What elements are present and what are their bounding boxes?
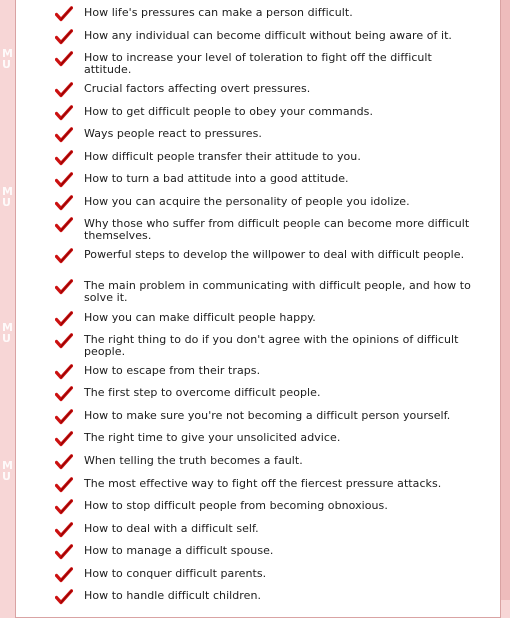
red-checkmark-icon: [55, 29, 73, 45]
red-checkmark-icon: [55, 544, 73, 560]
list-item-text: The most effective way to fight off the fiercest pressure attacks.: [84, 477, 442, 490]
list-item-text: Crucial factors affecting overt pressures.: [84, 82, 311, 95]
content-panel: [15, 0, 501, 618]
red-checkmark-icon: [55, 6, 73, 22]
background-decoration: M U: [2, 185, 13, 209]
red-checkmark-icon: [55, 105, 73, 121]
background-decoration: M U: [2, 459, 13, 483]
list-item-text: How you can make difficult people happy.: [84, 311, 316, 324]
red-checkmark-icon: [55, 567, 73, 583]
red-checkmark-icon: [55, 477, 73, 493]
list-item-text: How to escape from their traps.: [84, 364, 261, 377]
list-item-text: The first step to overcome difficult people.: [84, 386, 321, 399]
red-checkmark-icon: [55, 409, 73, 425]
red-checkmark-icon: [55, 248, 73, 264]
list-item-text: How any individual can become difficult without being aware of it.: [84, 29, 452, 42]
red-checkmark-icon: [55, 172, 73, 188]
list-item-text: How to deal with a difficult self.: [84, 522, 259, 535]
background-decoration: M U: [2, 321, 13, 345]
red-checkmark-icon: [55, 82, 73, 98]
red-checkmark-icon: [55, 51, 73, 67]
list-item-text: How to turn a bad attitude into a good attitude.: [84, 172, 349, 185]
page-right-border: [501, 0, 510, 600]
list-item-text: The main problem in communicating with difficult people, and how to solve it.: [84, 279, 471, 304]
list-item-text: Why those who suffer from difficult people can become more difficult themselves.: [84, 217, 470, 242]
background-decoration: M U: [2, 47, 13, 71]
list-item-text: How to get difficult people to obey your commands.: [84, 105, 373, 118]
list-item-text: How to increase your level of toleration to fight off the difficult attitude.: [84, 51, 432, 76]
list-item-text: How you can acquire the personality of people you idolize.: [84, 195, 410, 208]
red-checkmark-icon: [55, 499, 73, 515]
list-item-text: How to make sure you're not becoming a difficult person yourself.: [84, 409, 451, 422]
list-item-text: When telling the truth becomes a fault.: [84, 454, 303, 467]
red-checkmark-icon: [55, 217, 73, 233]
red-checkmark-icon: [55, 150, 73, 166]
list-item-text: The right thing to do if you don't agree with the opinions of difficult people.: [84, 333, 459, 358]
list-item-text: Ways people react to pressures.: [84, 127, 262, 140]
list-item-text: How to stop difficult people from becoming obnoxious.: [84, 499, 388, 512]
red-checkmark-icon: [55, 279, 73, 295]
list-item-text: The right time to give your unsolicited advice.: [84, 431, 341, 444]
red-checkmark-icon: [55, 195, 73, 211]
red-checkmark-icon: [55, 431, 73, 447]
list-item-text: How to handle difficult children.: [84, 589, 262, 602]
list-item-text: How difficult people transfer their attitude to you.: [84, 150, 361, 163]
list-item-text: How life's pressures can make a person difficult.: [84, 6, 353, 19]
red-checkmark-icon: [55, 333, 73, 349]
list-item-text: Powerful steps to develop the willpower to deal with difficult people.: [84, 248, 465, 261]
red-checkmark-icon: [55, 364, 73, 380]
red-checkmark-icon: [55, 454, 73, 470]
red-checkmark-icon: [55, 127, 73, 143]
red-checkmark-icon: [55, 386, 73, 402]
red-checkmark-icon: [55, 589, 73, 605]
red-checkmark-icon: [55, 311, 73, 327]
list-item-text: How to manage a difficult spouse.: [84, 544, 274, 557]
list-item-text: How to conquer difficult parents.: [84, 567, 267, 580]
red-checkmark-icon: [55, 522, 73, 538]
